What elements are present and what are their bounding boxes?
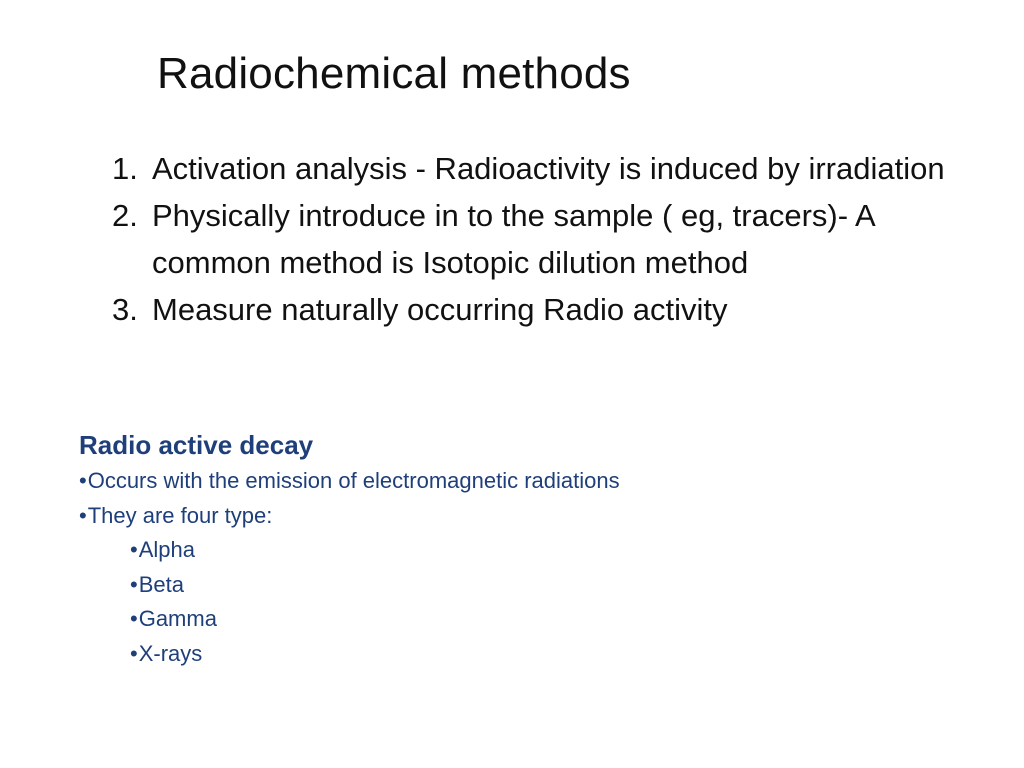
method-number: 2.	[112, 198, 138, 233]
method-text: Physically introduce in to the sample ( eg, tracers)- A common method is Isotopic dilution method	[152, 198, 874, 280]
method-text: Activation analysis - Radioactivity is induced by irradiation	[152, 151, 945, 186]
decay-type-label: Beta	[138, 571, 184, 597]
method-number: 3.	[112, 292, 138, 327]
method-item-3	[112, 286, 992, 333]
bullet-icon: •	[130, 606, 138, 631]
bullet-icon: •	[79, 468, 87, 493]
method-number: 1.	[112, 151, 138, 186]
bullet-icon: •	[130, 640, 138, 666]
decay-type-alpha	[130, 533, 979, 568]
bullet-icon: •	[130, 537, 138, 562]
methods-list	[112, 145, 992, 333]
decay-type-beta	[130, 568, 979, 603]
slide-title: Radiochemical methods	[157, 49, 631, 98]
bullet-icon: •	[79, 503, 87, 528]
decay-type-gamma	[130, 602, 979, 637]
decay-item-emission	[79, 463, 979, 498]
decay-bullet-list	[79, 463, 979, 533]
decay-item-text: Occurs with the emission of electromagnetic radiations	[87, 468, 620, 493]
decay-heading: Radio active decay	[79, 430, 314, 460]
decay-type-label: X-rays	[138, 640, 203, 666]
decay-item-types	[79, 498, 979, 533]
decay-type-list	[79, 533, 979, 671]
decay-type-xrays	[130, 637, 979, 672]
decay-item-text: They are four type:	[87, 503, 273, 528]
method-item-2	[112, 192, 992, 286]
bullet-icon: •	[130, 571, 138, 597]
method-item-1	[112, 145, 992, 192]
decay-type-label: Alpha	[138, 537, 195, 562]
decay-type-label: Gamma	[138, 606, 217, 631]
method-text: Measure naturally occurring Radio activity	[152, 292, 728, 327]
radioactive-decay-section	[79, 427, 979, 671]
